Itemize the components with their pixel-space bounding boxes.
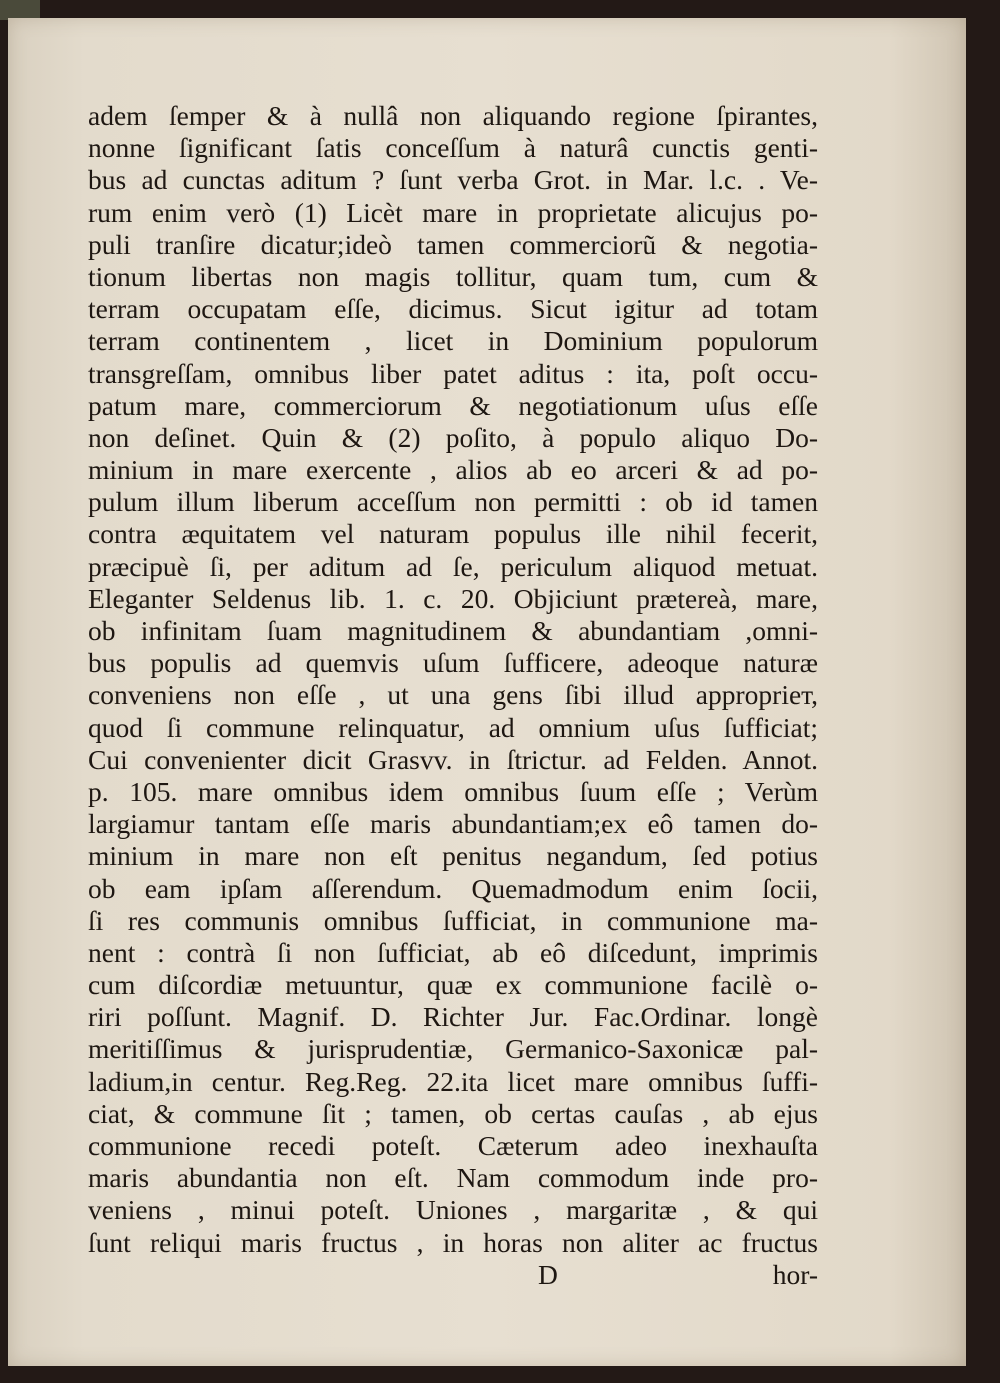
text-line: Eleganter Seldenus lib. 1. c. 20. Objiciunt prætereà, mare,: [88, 582, 818, 614]
text-line: puli tranſire dicatur;ideò tamen commerciorũ & negotia-: [88, 228, 818, 260]
text-line: ladium,in centur. Reg.Reg. 22.ita licet mare omnibus ſuffi-: [88, 1065, 818, 1097]
text-line: quod ſi commune relinquatur, ad omnium uſus ſufficiat;: [88, 711, 818, 743]
text-line: ob eam ipſam aſſerendum. Quemadmodum enim ſocii,: [88, 872, 818, 904]
text-line: communione recedi poteſt. Cæterum adeo inexhauſta: [88, 1130, 818, 1161]
text-line: veniens , minui poteſt. Uniones , margaritæ , & qui: [88, 1194, 818, 1226]
text-line: tionum libertas non magis tollitur, quam tum, cum &: [88, 260, 818, 292]
paper-sheet: [8, 18, 966, 1366]
text-line: transgreſſam, omnibus liber patet aditus : ita, poſt occu-: [88, 357, 818, 389]
text-line: ciat, & commune ſit ; tamen, ob certas cauſas , ab ejus: [88, 1097, 818, 1129]
text-line: patum mare, commerciorum & negotiationum uſus eſſe: [88, 389, 818, 421]
text-line: bus populis ad quemvis uſum ſufficere, adeoque naturæ: [88, 647, 818, 679]
text-line: meritiſſimus & jurisprudentiæ, Germanico-Saxonicæ pal-: [88, 1033, 818, 1065]
text-line: minium in mare exercente , alios ab eo arceri & ad po-: [88, 454, 818, 486]
text-line: ob infinitam ſuam magnitudinem & abundantiam ,omni-: [88, 615, 818, 646]
text-line: nent : contrà ſi non ſufficiat, ab eô diſcedunt, imprimis: [88, 936, 818, 968]
text-line: riri poſſunt. Magnif. D. Richter Jur. Fac.Ordinar. longè: [88, 1001, 818, 1033]
text-line: pulum illum liberum acceſſum non permitti : ob id tamen: [88, 486, 818, 518]
text-line: conveniens non eſſe , ut una gens ſibi illud approprieт,: [88, 679, 818, 711]
text-line: ſunt reliqui maris fructus , in horas non aliter ac fructus: [88, 1226, 818, 1258]
text-line: largiamur tantam eſſe maris abundantiam;ex eô tamen do-: [88, 808, 818, 840]
text-line: non deſinet. Quin & (2) poſito, à populo aliquo Do-: [88, 421, 818, 453]
text-line: cum diſcordiæ metuuntur, quæ ex communione facilè o-: [88, 969, 818, 1001]
text-line: minium in mare non eſt penitus negandum, ſed potius: [88, 840, 818, 872]
text-line: terram continentem , licet in Dominium populorum: [88, 325, 818, 357]
catchword: hor-: [772, 1258, 818, 1290]
text-line: maris abundantia non eſt. Nam commodum inde pro-: [88, 1162, 818, 1194]
text-line: terram occupatam eſſe, dicimus. Sicut igitur ad totam: [88, 293, 818, 325]
text-line: bus ad cunctas aditum ? ſunt verba Grot. in Mar. l.c. . Ve-: [88, 164, 818, 196]
text-line: contra æquitatem vel naturam populus ille nihil fecerit,: [88, 518, 818, 550]
text-line: adem ſemper & à nullâ non aliquando regione ſpirantes,: [88, 100, 818, 131]
text-line: nonne ſignificant ſatis conceſſum à naturâ cunctis genti-: [88, 132, 818, 164]
signature-mark: D: [538, 1258, 558, 1290]
text-line: rum enim verò (1) Licèt mare in proprietate alicujus po-: [88, 196, 818, 228]
text-line: p. 105. mare omnibus idem omnibus ſuum eſſe ; Verùm: [88, 775, 818, 807]
page-footer: [88, 1259, 818, 1291]
text-line: ſi res communis omnibus ſufficiat, in communione ma-: [88, 904, 818, 936]
text-line: Cui convenienter dicit Grasvv. in ſtrictur. ad Felden. Annot.: [88, 743, 818, 775]
text-line: præcipuè ſi, per aditum ad ſe, periculum aliquod metuat.: [88, 550, 818, 582]
scan-edge-mark: [0, 0, 40, 20]
body-text: [88, 100, 818, 1291]
